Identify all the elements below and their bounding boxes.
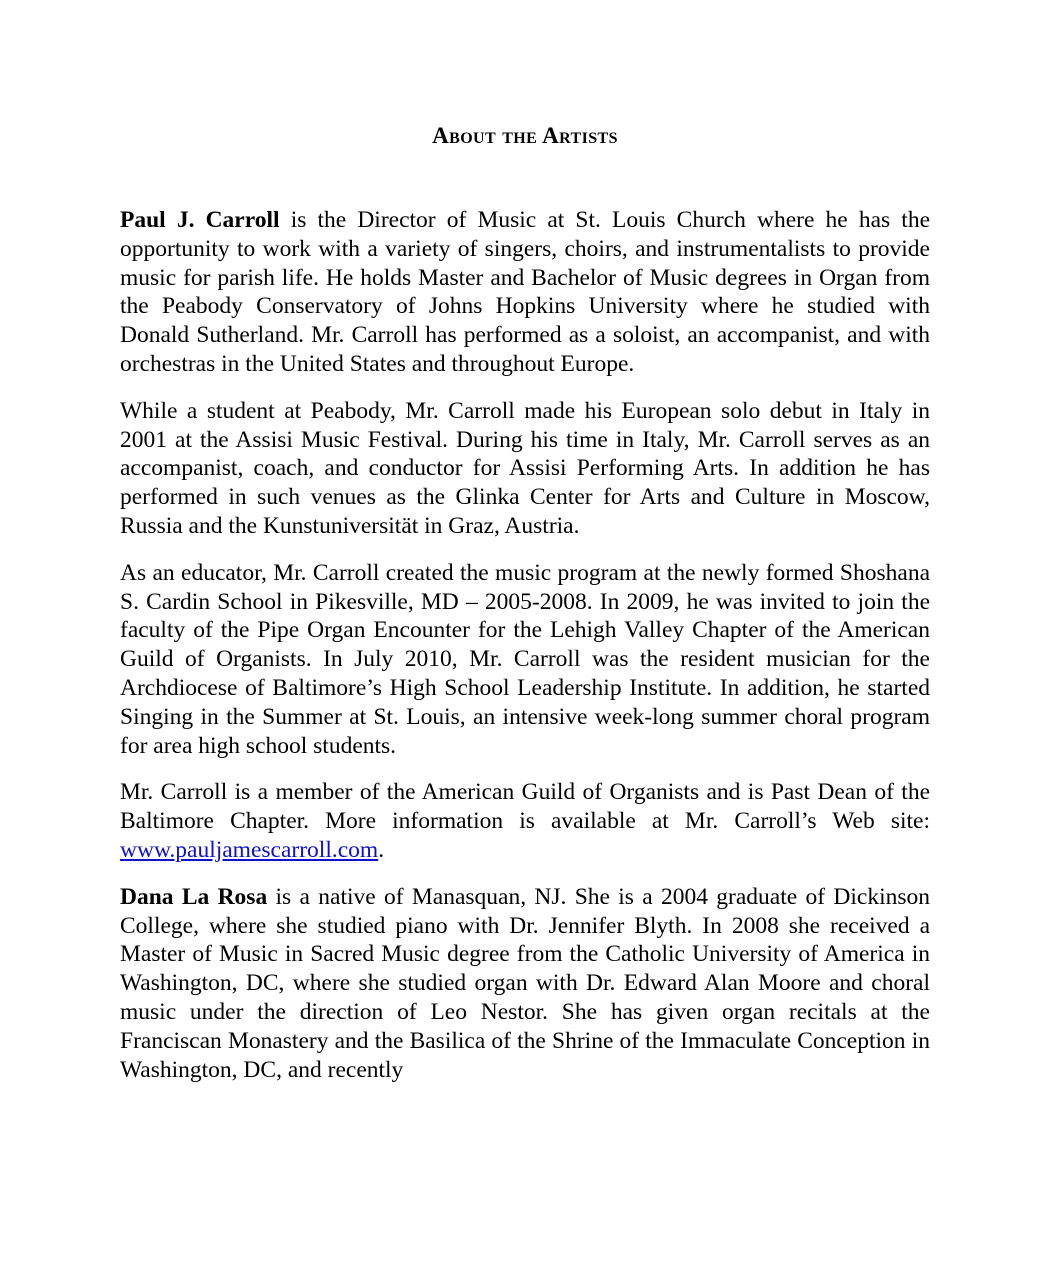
paragraph-larosa-intro-text: is a native of Manasquan, NJ. She is a 2004 graduate of Dickinson College, where she studied piano with Dr. Jennifer Blyth. In 2008 she received a Master of Music in Sacred Music degree from the Catholic University of America in Washington, DC, where she studied organ with Dr. Edward Alan Moore and choral music under the direction of Leo Nestor. She has given organ recitals at the Franciscan Monastery and the Basilica of the Shrine of the Immaculate Conception in Washington, DC, and recently: [120, 883, 930, 1083]
paragraph-carroll-educator: As an educator, Mr. Carroll created the music program at the newly formed Shoshana S. Cardin School in Pikesville, MD – 2005-2008. In 2009, he was invited to join the faculty of the Pipe Organ Encounter for the Lehigh Valley Chapter of the American Guild of Organists. In July 2010, Mr. Carroll was the resident musician for the Archdiocese of Baltimore’s High School Leadership Institute. In addition, he started Singing in the Summer at St. Louis, an intensive week-long summer choral program for area high school students.: [120, 559, 930, 759]
paragraph-carroll-membership-period: .: [378, 836, 385, 863]
page-title: About the Artists: [432, 123, 618, 148]
paragraph-carroll-membership: [120, 778, 930, 864]
paragraph-larosa-intro: [120, 883, 930, 1085]
artist-name-paul-carroll: Paul J. Carroll: [120, 207, 280, 233]
paragraph-carroll-membership-text: Mr. Carroll is a member of the American Guild of Organists and is Past Dean of the Baltimore Chapter. More information is available at Mr. Carroll’s Web site:: [120, 779, 930, 835]
artist-name-dana-la-rosa: Dana La Rosa: [120, 883, 268, 910]
paragraph-carroll-europe: While a student at Peabody, Mr. Carroll made his European solo debut in Italy in 2001 at the Assisi Music Festival. During his time in Italy, Mr. Carroll serves as an accompanist, coach, and conductor for Assisi Performing Arts. In addition he has performed in such venues as the Glinka Center for Arts and Culture in Moscow, Russia and the Kunstuniversität in Graz, Austria.: [120, 397, 930, 539]
paragraph-carroll-intro-text: is the Director of Music at St. Louis Church where he has the opportunity to work with a variety of singers, choirs, and instrumentalists to provide music for parish life. He holds Master and Bachelor of Music degrees in Organ from the Peabody Conservatory of Johns Hopkins University where he studied with Donald Sutherland. Mr. Carroll has performed as a soloist, an accompanist, and with orchestras in the United States and throughout Europe.: [120, 207, 930, 377]
website-link[interactable]: www.pauljamescarroll.com: [120, 836, 379, 863]
paragraph-carroll-intro: [120, 206, 930, 379]
article-body: [120, 206, 930, 1084]
